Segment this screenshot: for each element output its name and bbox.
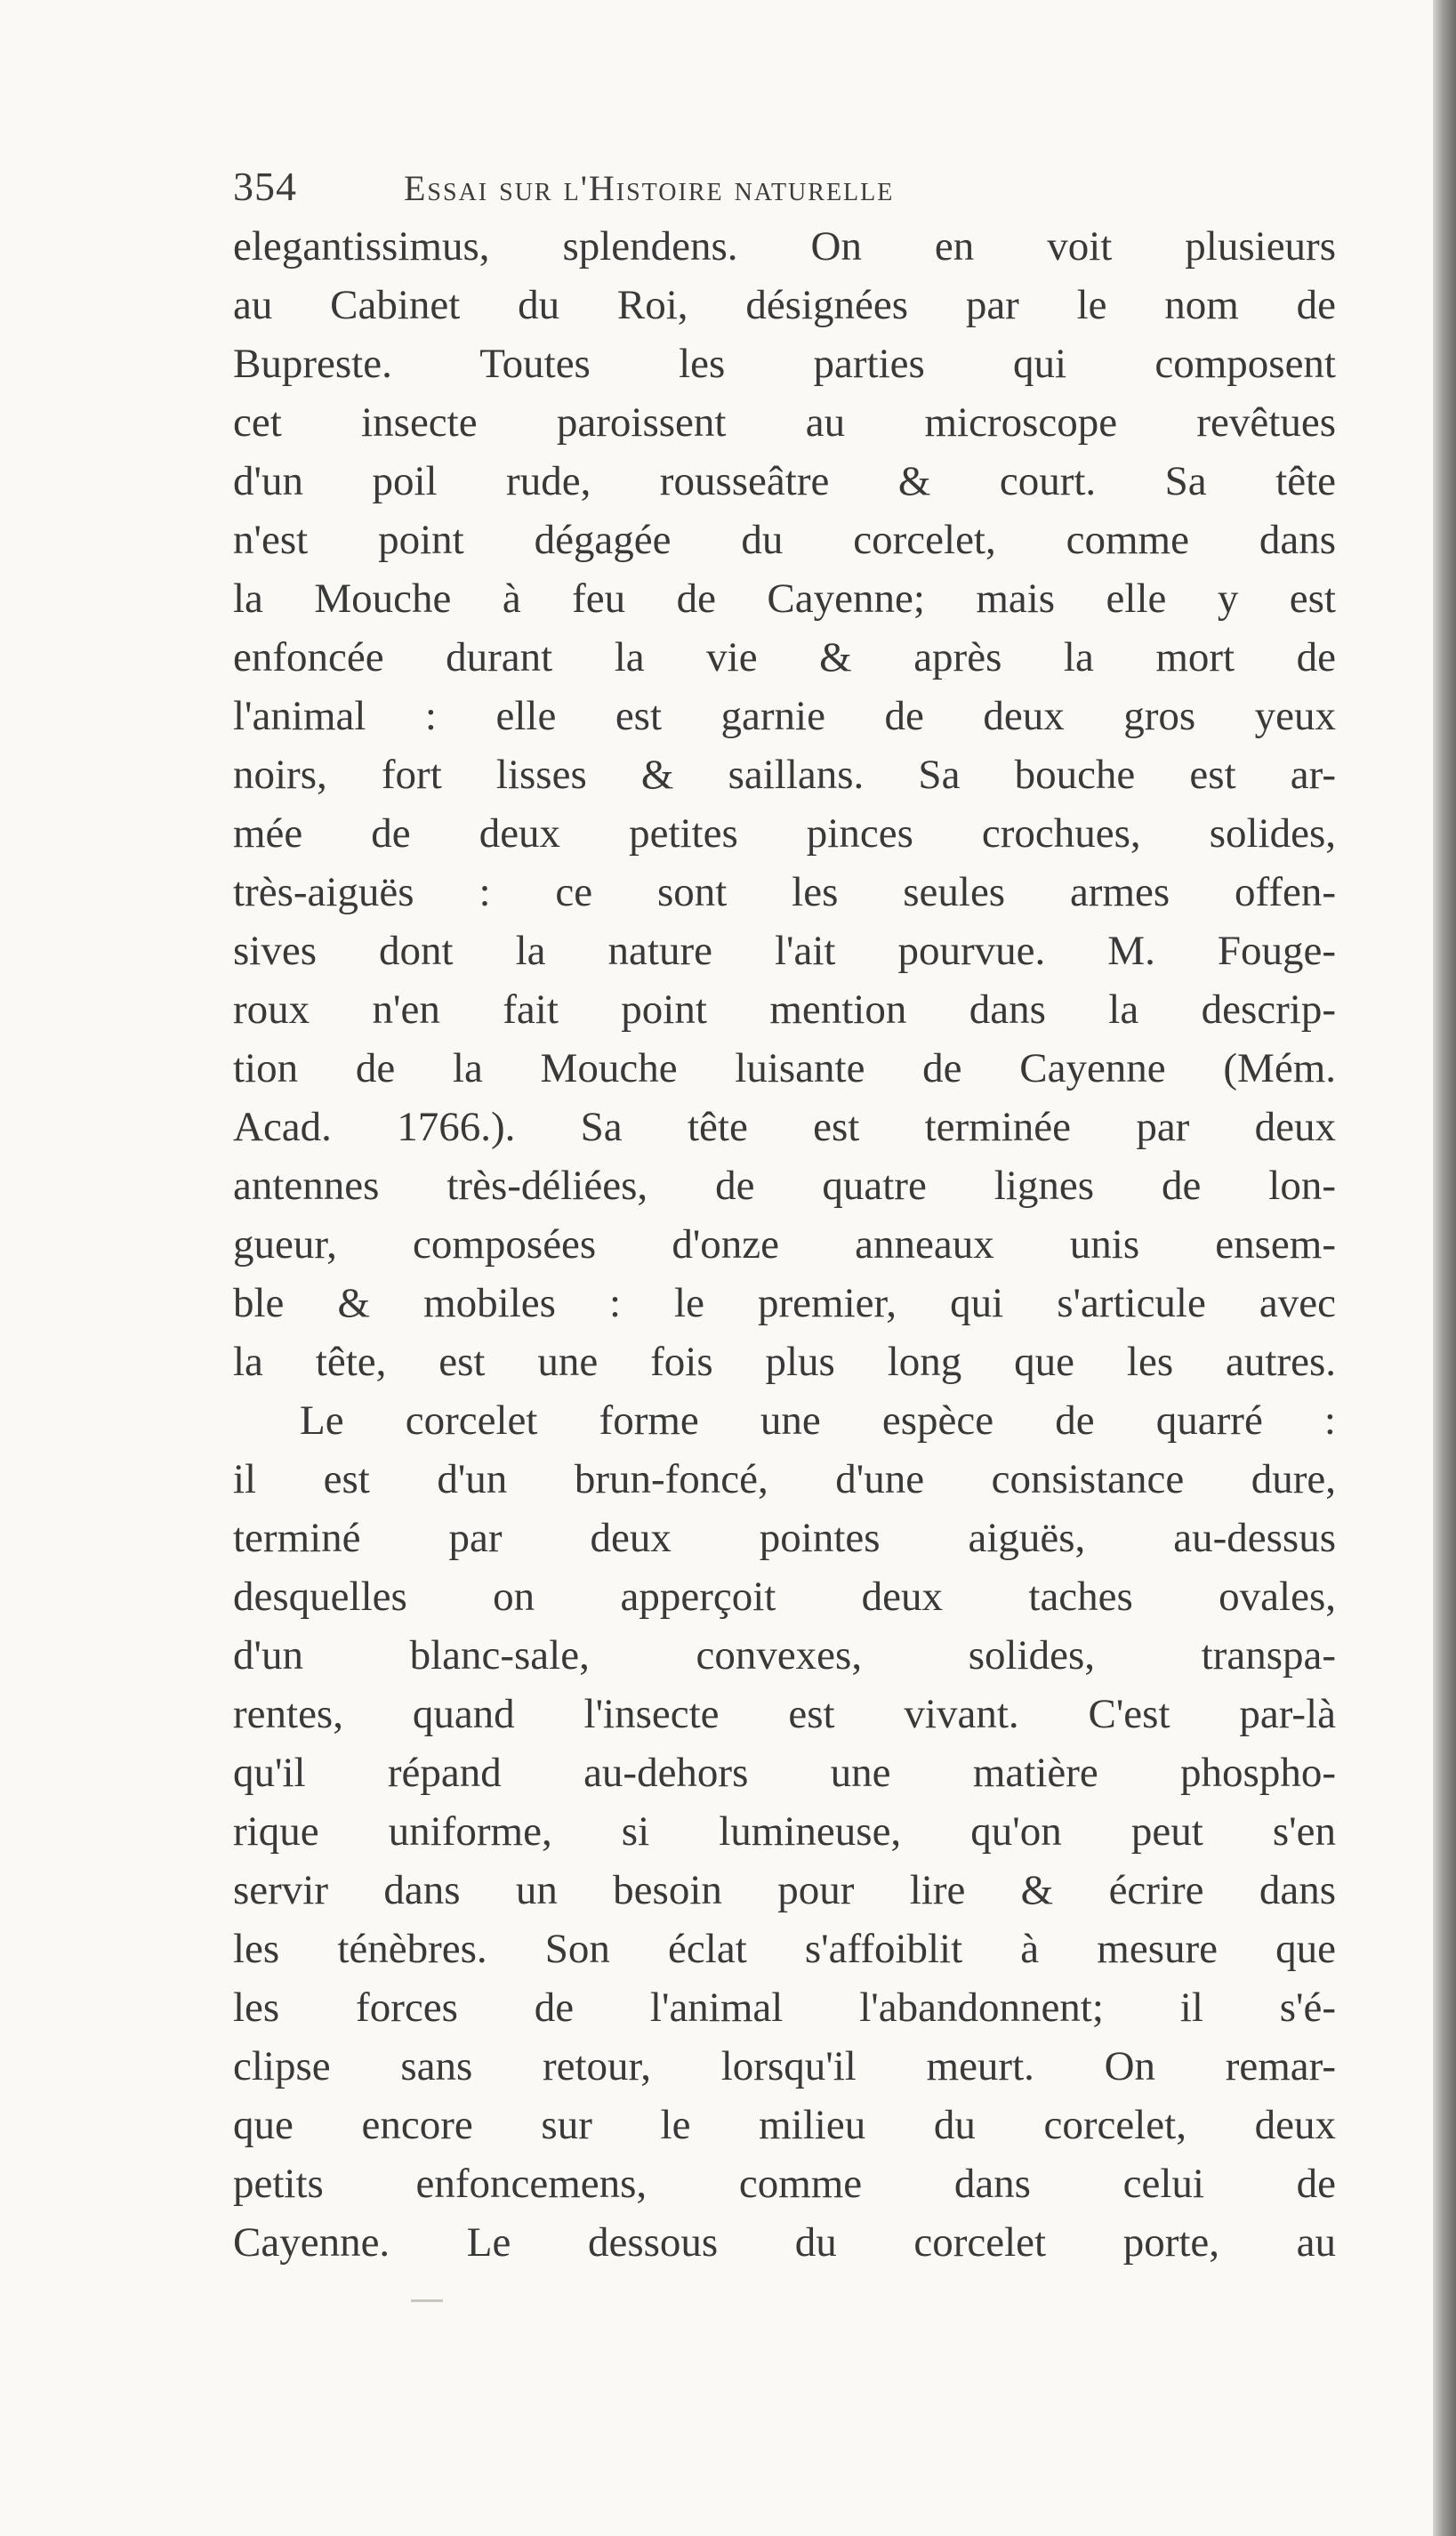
text-line: la Mouche à feu de Cayenne; mais elle y est [233,576,1336,622]
text-line: sives dont la nature l'ait pourvue. M. Fouge- [233,928,1336,974]
text-line: mée de deux petites pinces crochues, solides, [233,810,1336,857]
text-line: il est d'un brun-foncé, d'une consistance dure, [233,1456,1336,1502]
text-line: gueur, composées d'onze anneaux unis ensem- [233,1221,1336,1268]
text-line: n'est point dégagée du corcelet, comme dans [233,517,1336,563]
page-edge-shadow [1433,0,1456,2536]
footer-smudge [411,2299,443,2302]
text-line: rentes, quand l'insecte est vivant. C'est par-là [233,1691,1336,1737]
text-line: les forces de l'animal l'abandonnent; il s'é- [233,1985,1336,2031]
text-line: elegantissimus, splendens. On en voit plusieurs [233,223,1336,270]
text-line: cet insecte paroissent au microscope revêtues [233,399,1336,446]
text-line: que encore sur le milieu du corcelet, deux [233,2102,1336,2148]
text-line: Bupreste. Toutes les parties qui composent [233,341,1336,387]
text-line: la tête, est une fois plus long que les autres. [233,1339,1336,1385]
text-line: enfoncée durant la vie & après la mort de [233,634,1336,680]
text-line: roux n'en fait point mention dans la descrip- [233,986,1336,1033]
text-line: rique uniforme, si lumineuse, qu'on peut s'en [233,1808,1336,1855]
text-line: au Cabinet du Roi, désignées par le nom de [233,282,1336,328]
text-line: clipse sans retour, lorsqu'il meurt. On remar- [233,2043,1336,2089]
text-line: terminé par deux pointes aiguës, au-dessus [233,1515,1336,1561]
text-line: d'un poil rude, rousseâtre & court. Sa tête [233,458,1336,504]
text-line: l'animal : elle est garnie de deux gros yeux [233,693,1336,739]
text-line: très-aiguës : ce sont les seules armes offen- [233,869,1336,915]
paragraph-first-line: Le corcelet forme une espèce de quarré : [300,1397,1336,1444]
body-text [233,217,1336,2272]
page-number: 354 [233,164,297,209]
running-title: Essai sur l'Histoire naturelle [404,168,895,208]
page-header [233,162,1363,212]
text-line: tion de la Mouche luisante de Cayenne (Mém. [233,1045,1336,1091]
text-line: ble & mobiles : le premier, qui s'articule avec [233,1280,1336,1326]
text-line: les ténèbres. Son éclat s'affoiblit à mesure que [233,1926,1336,1972]
text-line: Acad. 1766.). Sa tête est terminée par deux [233,1104,1336,1150]
text-line: petits enfoncemens, comme dans celui de [233,2161,1336,2207]
text-line: antennes très-déliées, de quatre lignes de lon- [233,1163,1336,1209]
text-line: Cayenne. Le dessous du corcelet porte, au [233,2219,1336,2266]
text-line: noirs, fort lisses & saillans. Sa bouche est ar- [233,752,1336,798]
text-line: servir dans un besoin pour lire & écrire dans [233,1867,1336,1913]
text-line: desquelles on apperçoit deux taches ovales, [233,1574,1336,1620]
text-line: d'un blanc-sale, convexes, solides, transpa- [233,1632,1336,1679]
text-line: qu'il répand au-dehors une matière phospho- [233,1750,1336,1796]
